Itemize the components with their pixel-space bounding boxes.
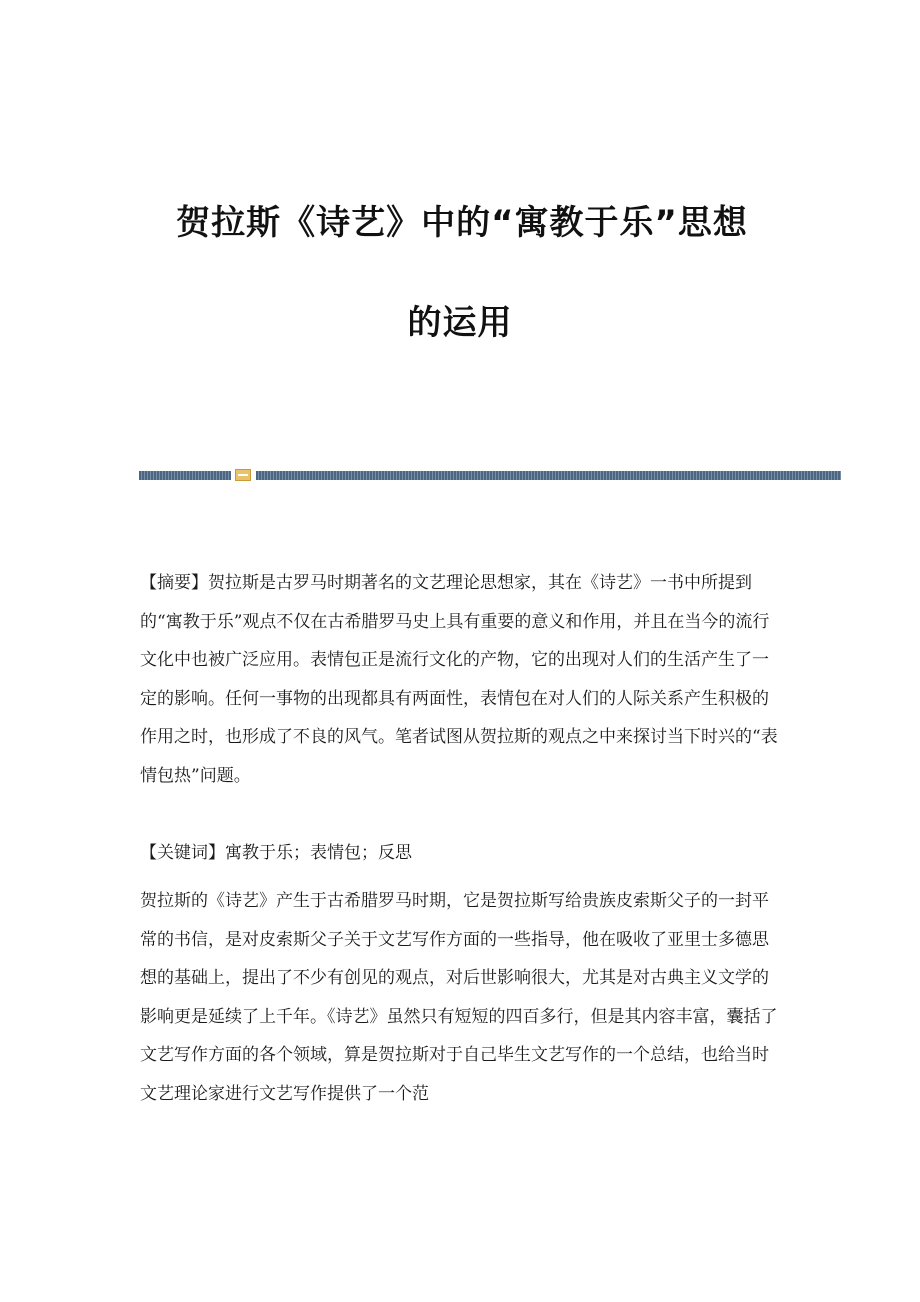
document-body [140, 564, 780, 1114]
title-divider [139, 471, 841, 480]
title-line-2: 的运用 [407, 303, 513, 343]
document-title [0, 203, 920, 343]
keywords-paragraph: 【关键词】寓教于乐；表情包；反思 [140, 843, 412, 863]
divider-ornament-icon [235, 469, 251, 481]
abstract-paragraph: 【摘要】贺拉斯是古罗马时期著名的文艺理论思想家，其在《诗艺》一书中所提到的“寓教于乐”观点不仅在古希腊罗马史上具有重要的意义和作用，并且在当今的流行文化中也被广泛应用。表情包正是流行文化的产物，它的出现对人们的生活产生了一定的影响。任何一事物的出现都具有两面性，表情包在对人们的人际关系产生积极的作用之时，也形成了不良的风气。笔者试图从贺拉斯的观点之中来探讨当下时兴的“表情包热”问题。 [140, 573, 778, 786]
divider-bar-right [256, 471, 841, 480]
body-paragraph: 贺拉斯的《诗艺》产生于古希腊罗马时期，它是贺拉斯写给贵族皮索斯父子的一封平常的书信，是对皮索斯父子关于文艺写作方面的一些指导，他在吸收了亚里士多德思想的基础上，提出了不少有创见的观点，对后世影响很大，尤其是对古典主义文学的影响更是延续了上千年。《诗艺》虽然只有短短的四百多行，但是其内容丰富，囊括了文艺写作方面的各个领域，算是贺拉斯对于自己毕生文艺写作的一个总结，也给当时文艺理论家进行文艺写作提供了一个范 [140, 891, 778, 1104]
divider-bar-left [139, 471, 231, 480]
title-line-1: 贺拉斯《诗艺》中的“寓教于乐”思想 [176, 203, 748, 243]
